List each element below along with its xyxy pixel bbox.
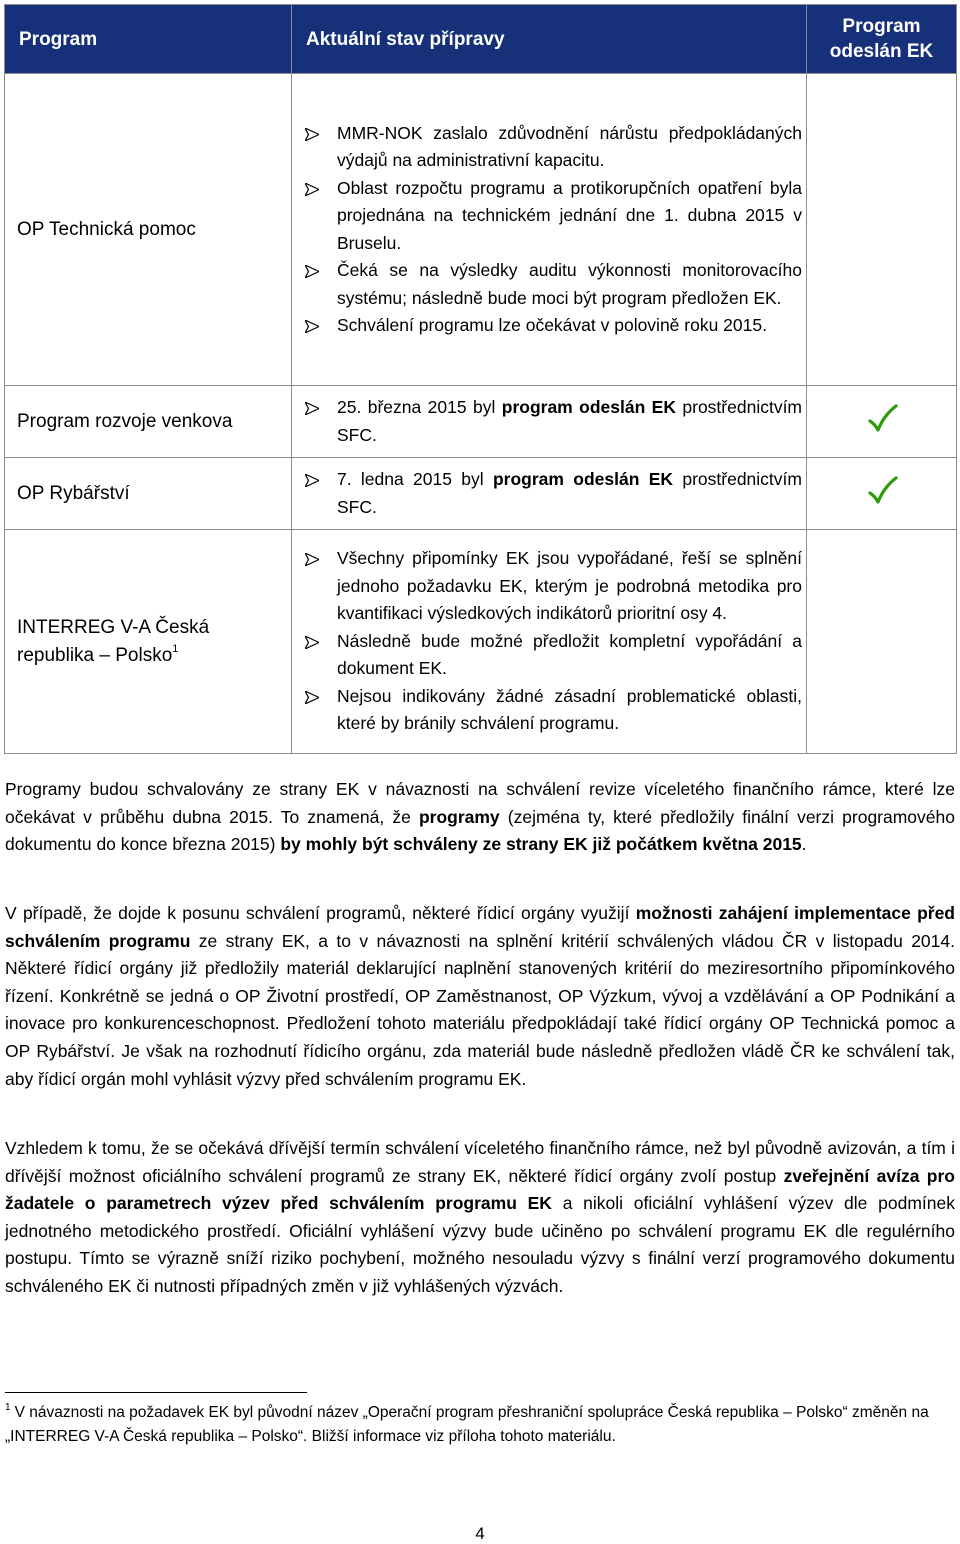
- program-name: OP Technická pomoc: [5, 74, 292, 386]
- table-row: [5, 530, 957, 754]
- table-row: [5, 458, 957, 530]
- status-cell: [292, 386, 807, 458]
- page-number: 4: [475, 1524, 485, 1543]
- arrowhead-bullet-icon: [305, 402, 319, 415]
- arrowhead-bullet-icon: [305, 474, 319, 487]
- status-cell: [292, 74, 807, 386]
- status-item: 25. března 2015 byl program odeslán EK prostřednictvím SFC.: [292, 394, 806, 449]
- status-item: Nejsou indikovány žádné zásadní problematické oblasti, které by bránily schválení programu.: [292, 683, 806, 738]
- sent-cell: [807, 74, 957, 386]
- status-item: 7. ledna 2015 byl program odeslán EK prostřednictvím SFC.: [292, 466, 806, 521]
- status-cell: [292, 530, 807, 754]
- arrowhead-bullet-icon: [305, 691, 319, 704]
- header-status: Aktuální stav přípravy: [292, 5, 807, 74]
- sent-cell: [807, 458, 957, 530]
- table-row: [5, 386, 957, 458]
- check-icon: [865, 402, 899, 436]
- status-item: Čeká se na výsledky auditu výkonnosti monitorovacího systému; následně bude moci být program předložen EK.: [292, 257, 806, 312]
- status-item: MMR-NOK zaslalo zdůvodnění nárůstu předpokládaných výdajů na administrativní kapacitu.: [292, 120, 806, 175]
- footnote-number: 1: [5, 1402, 11, 1413]
- paragraph-1: Programy budou schvalovány ze strany EK v návaznosti na schválení revize víceletého finančního rámce, které lze očekávat v průběhu dubna 2015. To znamená, že programy (zejména ty, které předložily finální verzi programového dokumentu do konce března 2015) by mohly být schváleny ze strany EK již počátkem května 2015.: [5, 779, 955, 855]
- footnote-separator: [5, 1392, 307, 1393]
- status-item: Následně bude možné předložit kompletní vypořádání a dokument EK.: [292, 628, 806, 683]
- status-item: Všechny připomínky EK jsou vypořádané, řeší se splnění jednoho požadavku EK, kterým je podrobná metodika pro kvantifikaci výsledkových indikátorů prioritní osy 4.: [292, 545, 806, 628]
- table-header-row: [5, 5, 957, 74]
- status-item: Schválení programu lze očekávat v polovině roku 2015.: [292, 312, 806, 340]
- program-name: Program rozvoje venkova: [5, 386, 292, 458]
- sent-cell: [807, 530, 957, 754]
- arrowhead-bullet-icon: [305, 636, 319, 649]
- footnote: [5, 1401, 955, 1449]
- program-status-table: [4, 4, 957, 754]
- arrowhead-bullet-icon: [305, 183, 319, 196]
- arrowhead-bullet-icon: [305, 553, 319, 566]
- arrowhead-bullet-icon: [305, 265, 319, 278]
- paragraph-3: Vzhledem k tomu, že se očekává dřívější termín schválení víceletého finančního rámce, než byl původně avizován, a tím i dřívější možnost oficiálního schválení programů ze strany EK, některé řídicí orgány zvolí postup zveřejnění avíza pro žadatele o parametrech výzev před schválením programu EK a nikoli oficiální vyhlášení výzev dle podmínek jednotného metodického prostředí. Oficiální vyhlášení výzvy bude učiněno po schválení programu EK dle regulérního postupu. Tímto se výrazně sníží riziko pochybení, možného nesouladu výzvy s finální verzí programového dokumentu schváleného EK či nutnosti případných změn v již vyhlášených výzvách.: [5, 1138, 956, 1296]
- program-name: OP Rybářství: [5, 458, 292, 530]
- footnote-text: V návaznosti na požadavek EK byl původní název „Operační program přeshraniční spolupráce Česká republika – Polsko“ změněn na „INTERREG V-A Česká republika – Polsko“. Bližší informace viz příloha tohoto materiálu.: [5, 1404, 929, 1445]
- footnote-ref: 1: [172, 642, 179, 655]
- check-icon: [865, 474, 899, 508]
- header-program: Program: [5, 5, 292, 74]
- arrowhead-bullet-icon: [305, 320, 319, 333]
- status-cell: [292, 458, 807, 530]
- program-name: INTERREG V-A Česká republika – Polsko$^1$: [5, 530, 292, 754]
- paragraph-2: V případě, že dojde k posunu schválení programů, některé řídicí orgány využijí možnosti zahájení implementace před schválením programu ze strany EK, a to v návaznosti na splnění kritérií schválených vládou ČR v listopadu 2014. Některé řídicí orgány již předložily materiál deklarující naplnění stanovených kritérií do meziresortního připomínkového řízení. Konkrétně se jedná o OP Životní prostředí, OP Zaměstnanost, OP Výzkum, vývoj a vzdělávání a OP Podnikání a inovace pro konkurenceschopnost. Předložení tohoto materiálu předpokládají také řídicí orgány OP Technická pomoc a OP Rybářství. Je však na rozhodnutí řídicího orgánu, zda materiál bude následně předložen vládě ČR ke schválení tak, aby řídicí orgán mohl vyhlásit výzvy před schválením programu EK.: [5, 903, 956, 1089]
- header-sent: Program odeslán EK: [807, 5, 957, 74]
- status-item: Oblast rozpočtu programu a protikorupčních opatření byla projednána na technickém jednání dne 1. dubna 2015 v Bruselu.: [292, 175, 806, 258]
- table-row: [5, 74, 957, 386]
- arrowhead-bullet-icon: [305, 128, 319, 141]
- sent-cell: [807, 386, 957, 458]
